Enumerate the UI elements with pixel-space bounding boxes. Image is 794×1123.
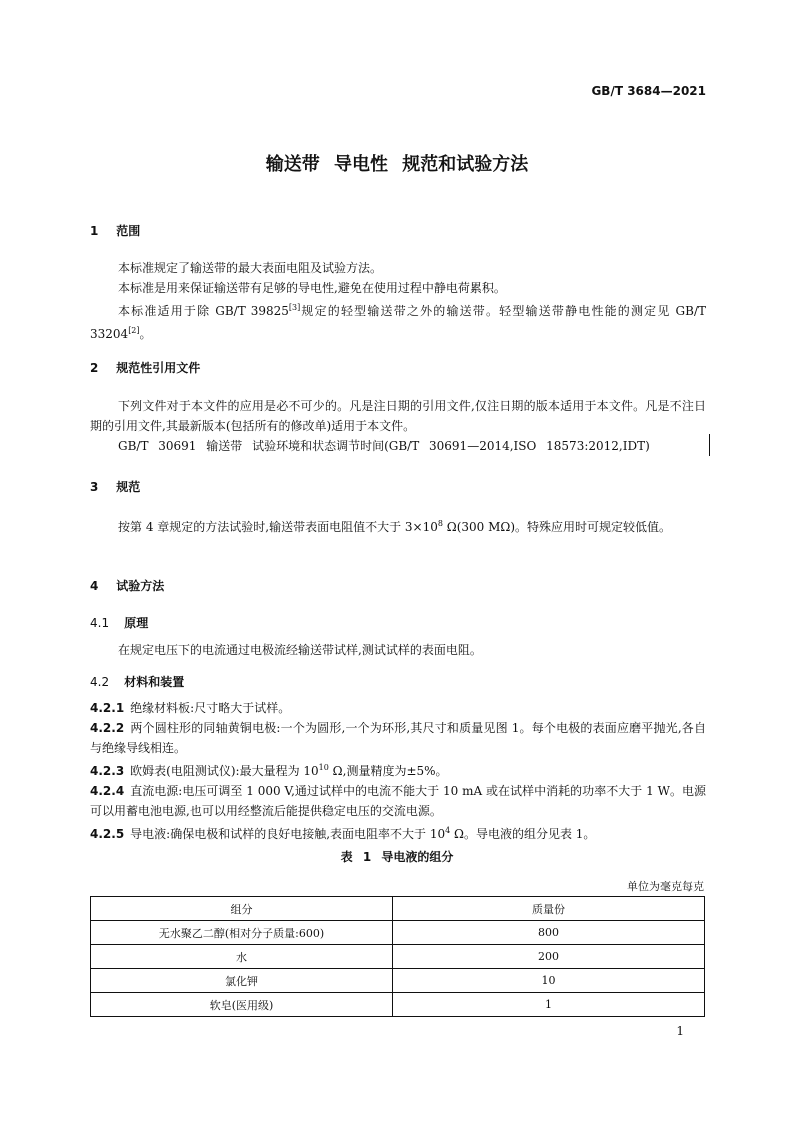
column-header-mass-parts: 质量份	[393, 897, 705, 921]
section-number: 1	[90, 224, 99, 238]
clause-text: Ω,测量精度为±5%。	[328, 764, 448, 778]
clause-4-2-1	[90, 698, 706, 718]
subsection-4-1-body	[90, 640, 706, 660]
paragraph: 本标准是用来保证输送带有足够的导电性,避免在使用过程中静电荷累积。	[118, 281, 506, 295]
text-run: 。	[139, 327, 152, 341]
table-cell: 10	[393, 969, 705, 993]
table-cell: 软皂(医用级)	[91, 993, 393, 1017]
section-title: 范围	[116, 224, 141, 238]
reference-marker: [3]	[288, 303, 301, 312]
table-unit: 单位为毫克每克	[627, 880, 704, 893]
subsection-4-1-heading	[90, 614, 148, 631]
table-header-row	[91, 897, 705, 921]
subsection-number: 4.1	[90, 616, 110, 630]
clause-4-2-4	[90, 781, 706, 821]
clause-4-2-3	[90, 758, 706, 781]
clause-4-2-2	[90, 718, 706, 758]
section-1-heading	[90, 222, 140, 239]
exponent: 4	[445, 826, 451, 835]
table-row	[91, 969, 705, 993]
column-header-component: 组分	[91, 897, 393, 921]
clause-number: 4.2.3	[90, 764, 125, 778]
table-cell: 200	[393, 945, 705, 969]
clause-text: Ω。导电液的组分见表 1。	[450, 827, 596, 841]
table-cell: 水	[91, 945, 393, 969]
document-title: 输送带 导电性 规范和试验方法	[265, 154, 529, 175]
table-cell: 800	[393, 921, 705, 945]
paragraph: 本标准规定了输送带的最大表面电阻及试验方法。	[118, 261, 383, 275]
subsection-4-2-body	[90, 698, 706, 844]
clause-text: 直流电源:电压可调至 1 000 V,通过试样中的电流不能大于 10 mA 或在试样中消耗的功率不大于 1 W。电源可以用蓄电池电源,也可以用经整流后能提供稳定电压的交流电源。	[90, 784, 706, 818]
table-row	[91, 945, 705, 969]
exponent: 8	[437, 519, 443, 528]
table-row	[91, 993, 705, 1017]
section-number: 4	[90, 579, 99, 593]
paragraph-scope-applicability	[90, 298, 706, 344]
text-run: 本标准适用于除 GB/T 39825	[118, 304, 289, 318]
clause-number: 4.2.4	[90, 784, 125, 798]
section-title: 规范	[116, 480, 141, 494]
section-2-heading	[90, 359, 200, 376]
section-title: 规范性引用文件	[116, 361, 201, 375]
section-2-body	[90, 396, 706, 456]
section-4-heading	[90, 577, 164, 594]
section-3-body	[90, 514, 706, 537]
clause-4-2-5	[90, 821, 706, 844]
composition-table	[90, 896, 705, 1017]
text-run: 按第 4 章规定的方法试验时,输送带表面电阻值不大于 3×10	[118, 520, 438, 534]
subsection-number: 4.2	[90, 675, 110, 689]
table-cell: 1	[393, 993, 705, 1017]
clause-text: 欧姆表(电阻测试仪):最大量程为 10	[130, 764, 319, 778]
paragraph: 下列文件对于本文件的应用是必不可少的。凡是注日期的引用文件,仅注日期的版本适用于本文件。凡是不注日期的引用文件,其最新版本(包括所有的修改单)适用于本文件。	[90, 399, 706, 433]
normative-reference: GB/T 30691 输送带 试验环境和状态调节时间(GB/T 30691—2014,ISO 18573:2012,IDT)	[118, 439, 650, 453]
clause-text: 绝缘材料板:尺寸略大于试样。	[130, 701, 291, 715]
section-number: 2	[90, 361, 99, 375]
text-run: Ω(300 MΩ)。特殊应用时可规定较低值。	[442, 520, 672, 534]
section-number: 3	[90, 480, 99, 494]
table-caption: 表 1 导电液的组分	[340, 850, 454, 864]
section-title: 试验方法	[116, 579, 165, 593]
table-cell: 氯化钾	[91, 969, 393, 993]
clause-number: 4.2.5	[90, 827, 125, 841]
page-number: 1	[676, 1024, 684, 1038]
subsection-title: 材料和装置	[124, 675, 185, 689]
change-bar	[709, 434, 710, 456]
clause-text: 两个圆柱形的同轴黄铜电极:一个为圆形,一个为环形,其尺寸和质量见图 1。每个电极的表面应磨平抛光,各自与绝缘导线相连。	[90, 721, 706, 755]
text-run: 规定的轻型输送带之外的输送带。轻型输送带静电性能的测定见 GB/T 33204	[90, 304, 706, 341]
reference-marker: [2]	[128, 326, 140, 335]
standard-code: GB/T 3684—2021	[591, 84, 706, 98]
paragraph-spec	[90, 514, 706, 537]
paragraph: 在规定电压下的电流通过电极流经输送带试样,测试试样的表面电阻。	[118, 643, 482, 657]
section-3-heading	[90, 478, 140, 495]
clause-text: 导电液:确保电极和试样的良好电接触,表面电阻率不大于 10	[130, 827, 446, 841]
table-row	[91, 921, 705, 945]
exponent: 10	[318, 763, 329, 772]
subsection-title: 原理	[124, 616, 149, 630]
subsection-4-2-heading	[90, 673, 184, 690]
table-cell: 无水聚乙二醇(相对分子质量:600)	[91, 921, 393, 945]
clause-number: 4.2.1	[90, 701, 125, 715]
clause-number: 4.2.2	[90, 721, 125, 735]
section-1-body	[90, 258, 706, 344]
